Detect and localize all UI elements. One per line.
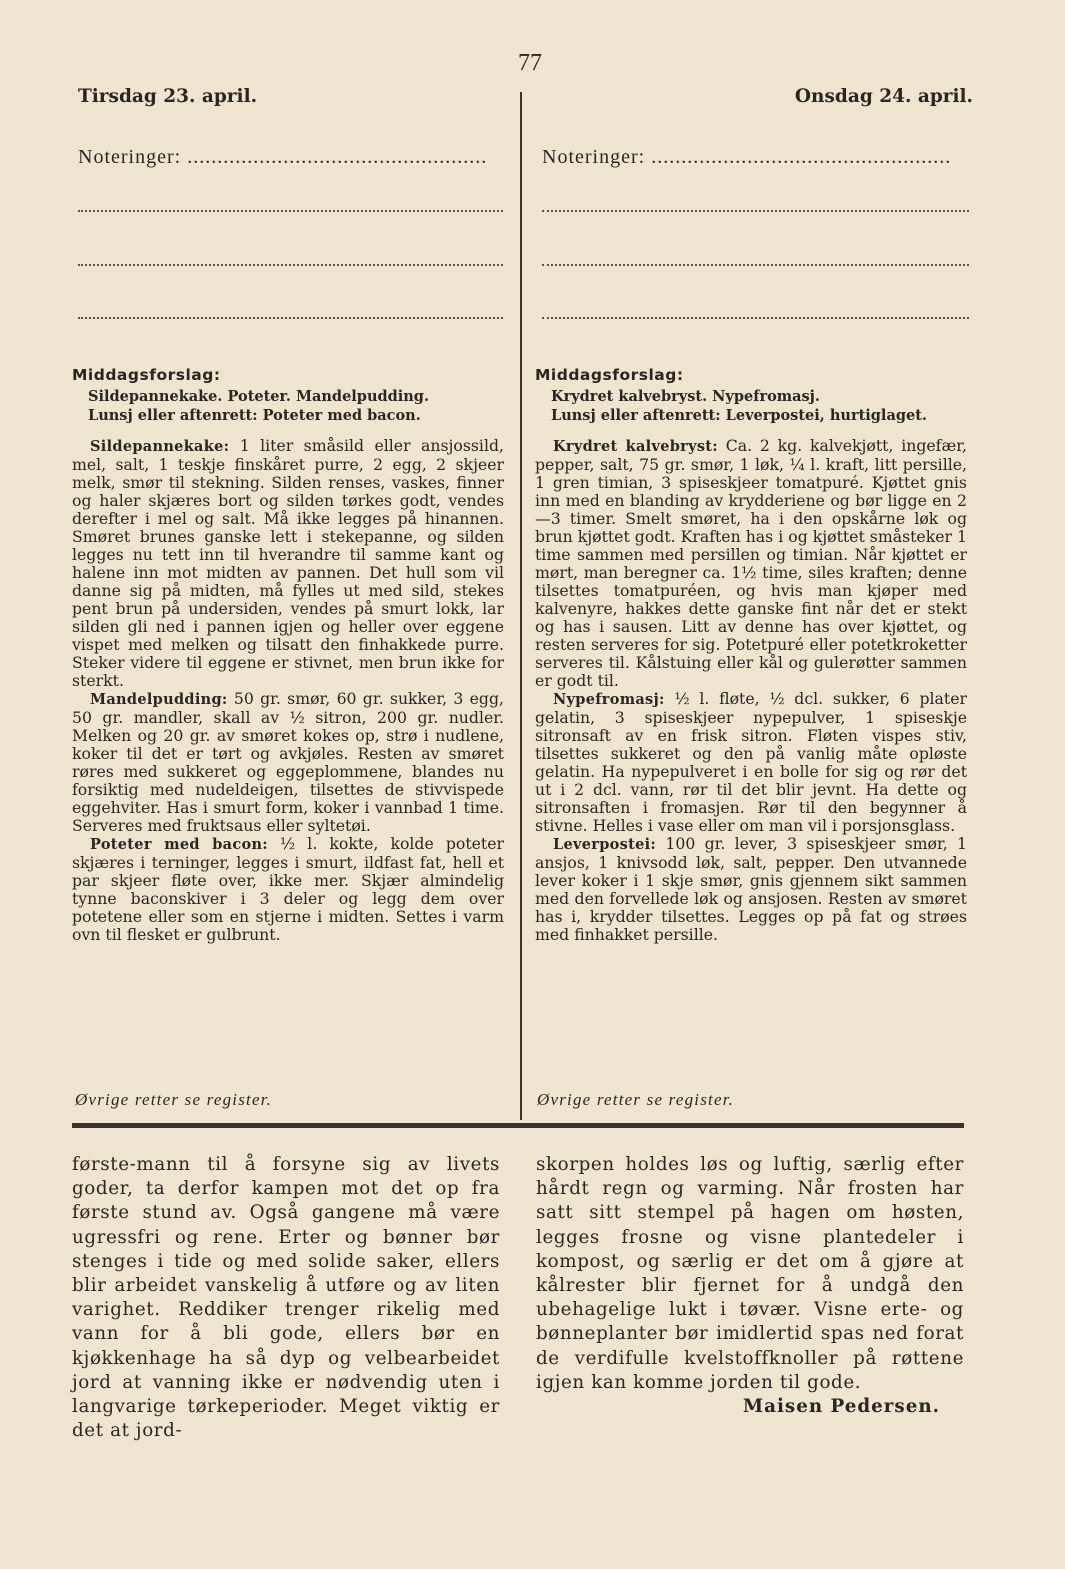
article-right-text: skorpen holdes løs og luftig, særlig efter hårdt regn og varming. Når frosten har satt sitt stempel på hagen om høsten, legges frosne og visne plantedeler i kompost, og særlig er det om å gjøre at kålrester blir fjernet for å undgå den ubehagelige lukt i tøvær. Visne erte- og bønneplanter bør imidlertid spas ned forat de verdifulle kvelstoffknoller på røttene igjen kan komme jorden til gode. [536, 1154, 964, 1393]
left-menu-line: Sildepannekake. Poteter. Mandelpudding. [88, 388, 429, 405]
left-lunch-line: Lunsj eller aftenrett: Poteter med bacon. [88, 407, 421, 424]
recipe-paragraph [535, 690, 967, 835]
left-see-register: Øvrige retter se register. [75, 1090, 273, 1109]
right-notes-line-3 [542, 313, 969, 319]
right-menu-line: Krydret kalvebryst. Nypefromasj. [551, 388, 820, 405]
right-see-register: Øvrige retter se register. [537, 1090, 735, 1109]
left-dinner-heading: Middagsforslag: [72, 366, 221, 384]
recipe-name: Nypefromasj: [553, 691, 665, 708]
right-date-heading: Onsdag 24. april. [794, 86, 973, 107]
recipe-name: Krydret kalvebryst: [553, 438, 718, 455]
right-notes-label: Noteringer: .................................................. [542, 146, 952, 168]
right-notes-line-1 [542, 206, 969, 212]
recipe-name: Sildepannekake: [90, 438, 230, 455]
left-notes-label: Noteringer: .................................................. [78, 146, 488, 168]
page-number: 77 [518, 50, 542, 76]
recipe-text: 50 gr. smør, 60 gr. sukker, 3 egg, 50 gr. mandler, skall av ½ sitron, 200 gr. nudler. Melken og 20 gr. av smøret kokes op, strø i nudlene, koker til det er tørt og avkjøles. Resten av smøret røres med sukkeret og eggeplommene, blandes nu forsiktig med nudeldeigen, tilsettes de stivvispede eggehviter. Has i smurt form, koker i vannbad 1 time. Serveres med fruktsaus eller syltetøi. [72, 689, 504, 835]
article-right-column [536, 1153, 964, 1419]
right-lunch-line: Lunsj eller aftenrett: Leverpostei, hurtiglaget. [551, 407, 927, 424]
left-recipes [72, 437, 504, 944]
section-divider [72, 1123, 964, 1128]
recipe-name: Leverpostei: [553, 836, 657, 853]
article-signature: Maisen Pedersen. [742, 1396, 940, 1418]
left-menu-column [72, 366, 504, 944]
recipe-paragraph [72, 835, 504, 944]
recipe-paragraph [72, 437, 504, 690]
article-left-column: første-mann til å forsyne sig av livets goder, ta derfor kampen mot det op fra første stund av. Også gangene må være ugressfri og rene. Erter og bønner bør stenges i tide og med solide saker, ellers blir arbeidet vanskelig å utføre og av liten varighet. Reddiker trenger rikelig med vann for å bli gode, ellers bør en kjøkkenhage ha så dyp og velbearbeidet jord at vanning ikke er nødvendig uten i langvarige tørkeperioder. Meget viktig er det at jord- [72, 1154, 500, 1442]
recipe-text: 100 gr. lever, 3 spiseskjeer smør, 1 ansjos, 1 knivsodd løk, salt, pepper. Den utvannede lever koker i 1 skje smør, gnis gjennem sikt sammen med den forvellede løk og ansjosen. Resten av smøret has i, krydder tilsettes. Legges op på fat og strøes med finhakket persille. [535, 834, 967, 944]
recipe-paragraph [72, 690, 504, 835]
left-notes-line-1 [78, 206, 503, 212]
recipe-text: Ca. 2 kg. kalvekjøtt, ingefær, pepper, salt, 75 gr. smør, 1 løk, ¼ l. kraft, litt persille, 1 gren timian, 3 spiseskjeer tomatpuré. Kjøttet gnis inn med en blanding av krydderiene og bør ligge en 2—3 timer. Smelt smøret, ha i den opskårne løk og brun kjøttet godt. Kraften has i og kjøttet småsteker 1 time sammen med persillen og timian. Når kjøttet er mørt, man beregner ca. 1½ time, siles kraften; denne tilsettes tomatpuréen, og hvis man kjøper med kalvenyre, hakkes dette ganske fint når det er stekt og has i sausen. Litt av denne has over kjøttet, og resten serveres for sig. Potetpuré eller potetkroketter serveres til. Kålstuing eller kål og gulerøtter sammen er godt til. [535, 436, 967, 690]
left-date-heading: Tirsdag 23. april. [78, 86, 258, 107]
recipe-text: ½ l. kokte, kolde poteter skjæres i terninger, legges i smurt, ildfast fat, hell et par skjeer fløte over, ikke mer. Skjær almindelig tynne baconskiver i 3 deler og legg dem over potetene eller som en stjerne i midten. Settes i varm ovn til flesket er gulbrunt. [72, 834, 504, 944]
column-divider [520, 92, 522, 1120]
right-menu-column [535, 366, 967, 944]
right-notes-line-2 [542, 260, 969, 266]
recipe-paragraph [535, 437, 967, 690]
recipe-text: 1 liter småsild eller ansjossild, mel, salt, 1 teskje finskåret purre, 2 egg, 2 skjeer melk, smør til stekning. Silden renses, vaskes, finner og haler skjæres bort og silden tørkes godt, vendes derefter i mel og salt. Må ikke legges på hinannen. Smøret brunes ganske lett i stekepanne, og silden legges nu tett inn til hverandre til samme kant og halene inn mot midten av pannen. Det hull som vil danne sig på midten, må fylles ut med sild, stekes pent brun på undersiden, vendes på smurt lokk, lar silden gli ned i pannen igjen og heller over eggene vispet med melken og tilsatt den finhakkede purre. Steker videre til eggene er stivnet, men brun ikke for sterkt. [72, 436, 504, 690]
right-recipes [535, 437, 967, 944]
recipe-name: Mandelpudding: [90, 691, 228, 708]
recipe-paragraph [535, 835, 967, 944]
right-dinner-heading: Middagsforslag: [535, 366, 684, 384]
recipe-text: ½ l. fløte, ½ dcl. sukker, 6 plater gelatin, 3 spiseskjeer nypepulver, 1 spiseskje sitronsaft av en frisk sitron. Fløten vispes stiv, tilsettes sukkeret og den på vanlig måte opløste gelatin. Ha nypepulveret i en bolle for sig og rør det ut i 2 dcl. vann, rør til det blir jevnt. Ha dette og sitronsaften i fromasjen. Rør til den begynner å stivne. Helles i vase eller om man vil i porsjonsglass. [535, 689, 967, 835]
left-notes-line-2 [78, 260, 503, 266]
recipe-name: Poteter med bacon: [90, 836, 268, 853]
left-notes-line-3 [78, 313, 503, 319]
